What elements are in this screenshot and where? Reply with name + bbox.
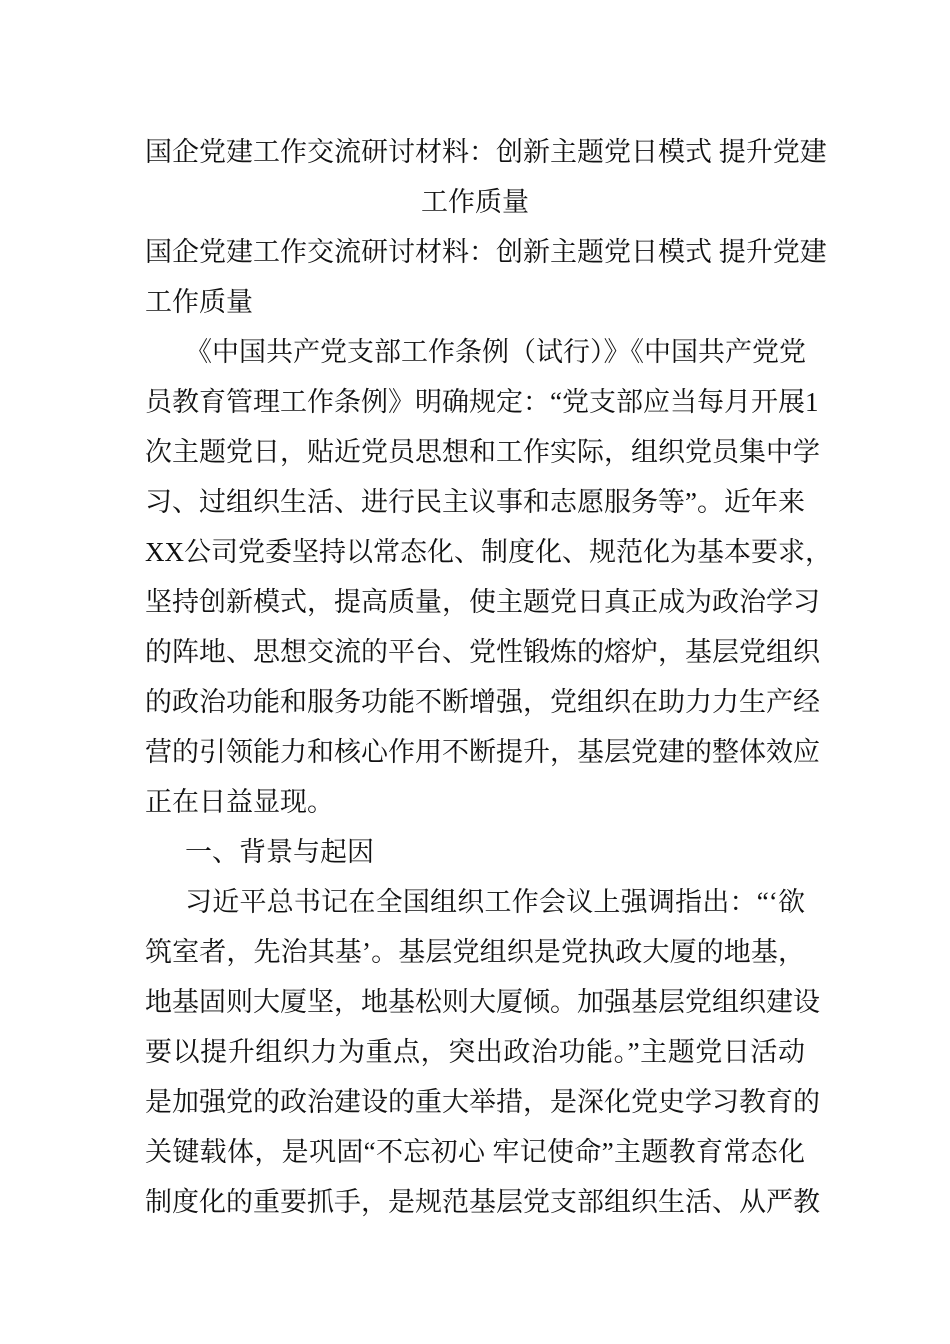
paragraph-line: 筑室者，先治其基’。基层党组织是党执政大厦的地基， — [145, 937, 805, 967]
document-subtitle-line-2: 工作质量 — [145, 287, 253, 317]
document-title-line-1: 国企党建工作交流研讨材料：创新主题党日模式 提升党建 — [145, 137, 827, 167]
paragraph-line: 地基固则大厦坚，地基松则大厦倾。加强基层党组织建设 — [145, 987, 820, 1017]
paragraph-line: 习、过组织生活、进行民主议事和志愿服务等”。近年来 — [145, 487, 805, 517]
paragraph-line: 的阵地、思想交流的平台、党性锻炼的熔炉，基层党组织 — [145, 637, 820, 667]
paragraph-line: 习近平总书记在全国组织工作会议上强调指出：“‘欲 — [185, 887, 805, 917]
paragraph-intro — [145, 327, 832, 827]
paragraph-line: 关键载体，是巩固“不忘初心 牢记使命”主题教育常态化 — [145, 1137, 805, 1167]
paragraph-line: 要以提升组织力为重点，突出政治功能。”主题党日活动 — [145, 1037, 805, 1067]
paragraph-line: 正在日益显现。 — [145, 787, 334, 817]
paragraph-line: 是加强党的政治建设的重大举措，是深化党史学习教育的 — [145, 1087, 820, 1117]
paragraph-line: 营的引领能力和核心作用不断提升，基层党建的整体效应 — [145, 737, 820, 767]
document-subtitle-line-1: 国企党建工作交流研讨材料：创新主题党日模式 提升党建 — [145, 237, 827, 267]
paragraph-line: XX公司党委坚持以常态化、制度化、规范化为基本要求， — [145, 537, 832, 567]
paragraph-line: 的政治功能和服务功能不断增强，党组织在助力力生产经 — [145, 687, 820, 717]
section-heading: 一、背景与起因 — [185, 837, 374, 867]
paragraph-line: 员教育管理工作条例》明确规定：“党支部应当每月开展1 — [145, 387, 819, 417]
paragraph-background — [145, 877, 820, 1227]
paragraph-line: 次主题党日，贴近党员思想和工作实际，组织党员集中学 — [145, 437, 820, 467]
paragraph-line: 制度化的重要抓手，是规范基层党支部组织生活、从严教 — [145, 1187, 820, 1217]
document-page — [145, 127, 832, 1227]
paragraph-line: 坚持创新模式，提高质量，使主题党日真正成为政治学习 — [145, 587, 820, 617]
paragraph-line: 《中国共产党支部工作条例（试行）》《中国共产党党 — [185, 337, 806, 367]
document-title-line-2: 工作质量 — [421, 187, 529, 217]
